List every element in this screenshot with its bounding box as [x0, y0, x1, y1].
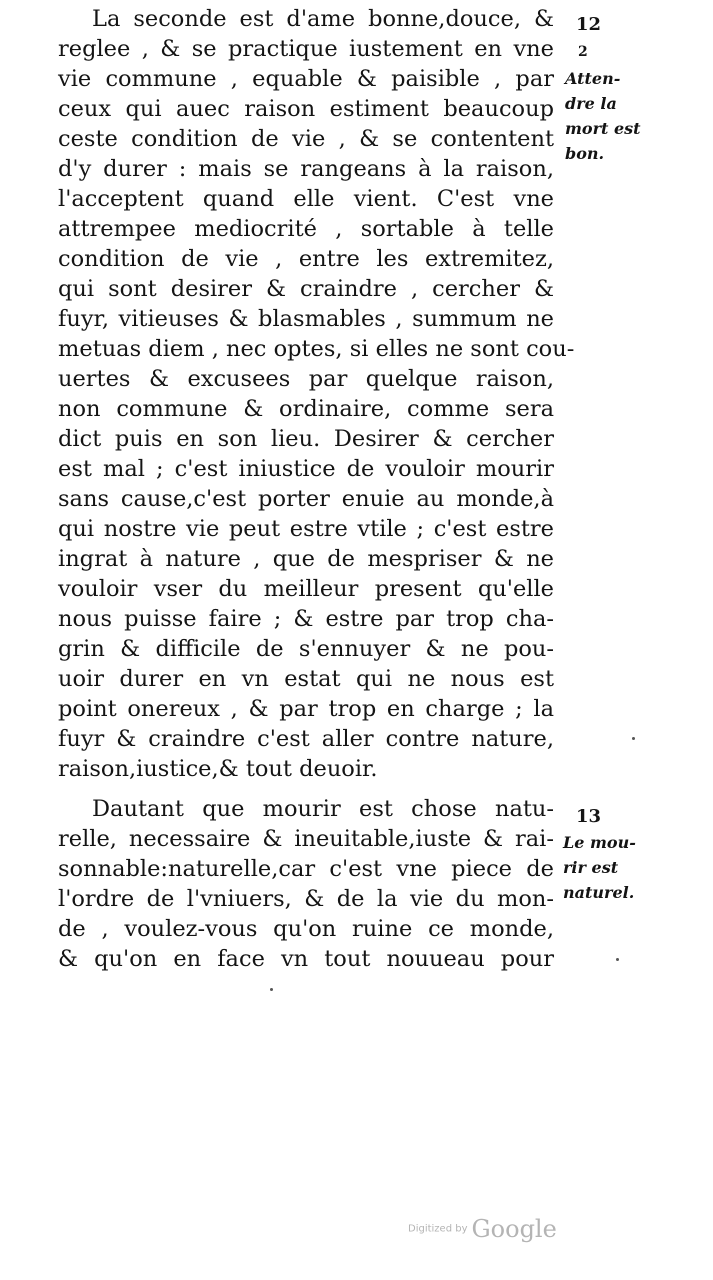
scan-speck	[616, 958, 619, 961]
scan-speck	[632, 737, 635, 740]
marginal-note-2	[563, 830, 636, 905]
marginal-note-line: Le mou-	[563, 833, 636, 852]
digitized-by-google-watermark	[408, 1215, 557, 1243]
marginal-subnumber: 2	[578, 44, 588, 60]
marginal-note-line: mort est	[565, 119, 641, 138]
marginal-note-line: rir est	[563, 858, 619, 877]
marginal-note-line: naturel.	[563, 883, 635, 902]
text-line: fuyr & craindre c'est aller contre nature,	[58, 726, 554, 752]
text-line: qui sont desirer & craindre , cercher &	[58, 276, 554, 302]
text-line: fuyr, vitieuses & blasmables , summum ne	[58, 306, 554, 332]
text-line: l'ordre de l'vniuers, & de la vie du mon-	[58, 886, 554, 912]
scan-speck	[270, 988, 273, 991]
text-line: uoir durer en vn estat qui ne nous est	[58, 666, 554, 692]
text-line: point onereux , & par trop en charge ; la	[58, 696, 554, 722]
watermark-prefix: Digitized by	[408, 1223, 468, 1235]
marginal-note-line: Atten-	[565, 69, 621, 88]
text-line: l'acceptent quand elle vient. C'est vne	[58, 186, 554, 212]
text-line: dict puis en son lieu. Desirer & cercher	[58, 426, 554, 452]
text-line: d'y durer : mais se rangeans à la raison,	[58, 156, 554, 182]
text-line: attrempee mediocrité , sortable à telle	[58, 216, 554, 242]
text-line: nous puisse faire ; & estre par trop cha-	[58, 606, 554, 632]
text-line: uertes & excusees par quelque raison,	[58, 366, 554, 392]
text-line: sans cause,c'est porter enuie au monde,à	[58, 486, 554, 512]
text-line: relle, necessaire & ineuitable,iuste & rai-	[58, 826, 554, 852]
text-line: grin & difficile de s'ennuyer & ne pou-	[58, 636, 554, 662]
text-line: sonnable:naturelle,car c'est vne piece de	[58, 856, 554, 882]
text-line: Dautant que mourir est chose natu-	[92, 796, 554, 822]
text-line: non commune & ordinaire, comme sera	[58, 396, 554, 422]
marginal-note-1	[565, 66, 641, 166]
text-line: condition de vie , entre les extremitez,	[58, 246, 554, 272]
text-line: est mal ; c'est iniustice de vouloir mourir	[58, 456, 554, 482]
marginal-number-13: 13	[576, 806, 602, 827]
text-line: raison,iustice,& tout deuoir.	[58, 756, 378, 782]
text-line: ceux qui auec raison estiment beaucoup	[58, 96, 554, 122]
text-line: metuas diem , nec optes, si elles ne sont cou-	[58, 336, 575, 362]
text-line: de , voulez-vous qu'on ruine ce monde,	[58, 916, 554, 942]
google-logo: Google	[471, 1215, 557, 1243]
text-line: ceste condition de vie , & se contentent	[58, 126, 554, 152]
marginal-note-line: dre la	[565, 94, 617, 113]
text-line: vouloir vser du meilleur present qu'elle	[58, 576, 554, 602]
text-line: & qu'on en face vn tout nouueau pour	[58, 946, 554, 972]
text-line: ingrat à nature , que de mespriser & ne	[58, 546, 554, 572]
text-line: qui nostre vie peut estre vtile ; c'est estre	[58, 516, 554, 542]
text-line: reglee , & se practique iustement en vne	[58, 36, 554, 62]
marginal-number-12: 12	[576, 14, 602, 35]
text-line: vie commune , equable & paisible , par	[58, 66, 554, 92]
text-line: La seconde est d'ame bonne,douce, &	[92, 6, 554, 32]
marginal-note-line: bon.	[565, 144, 605, 163]
